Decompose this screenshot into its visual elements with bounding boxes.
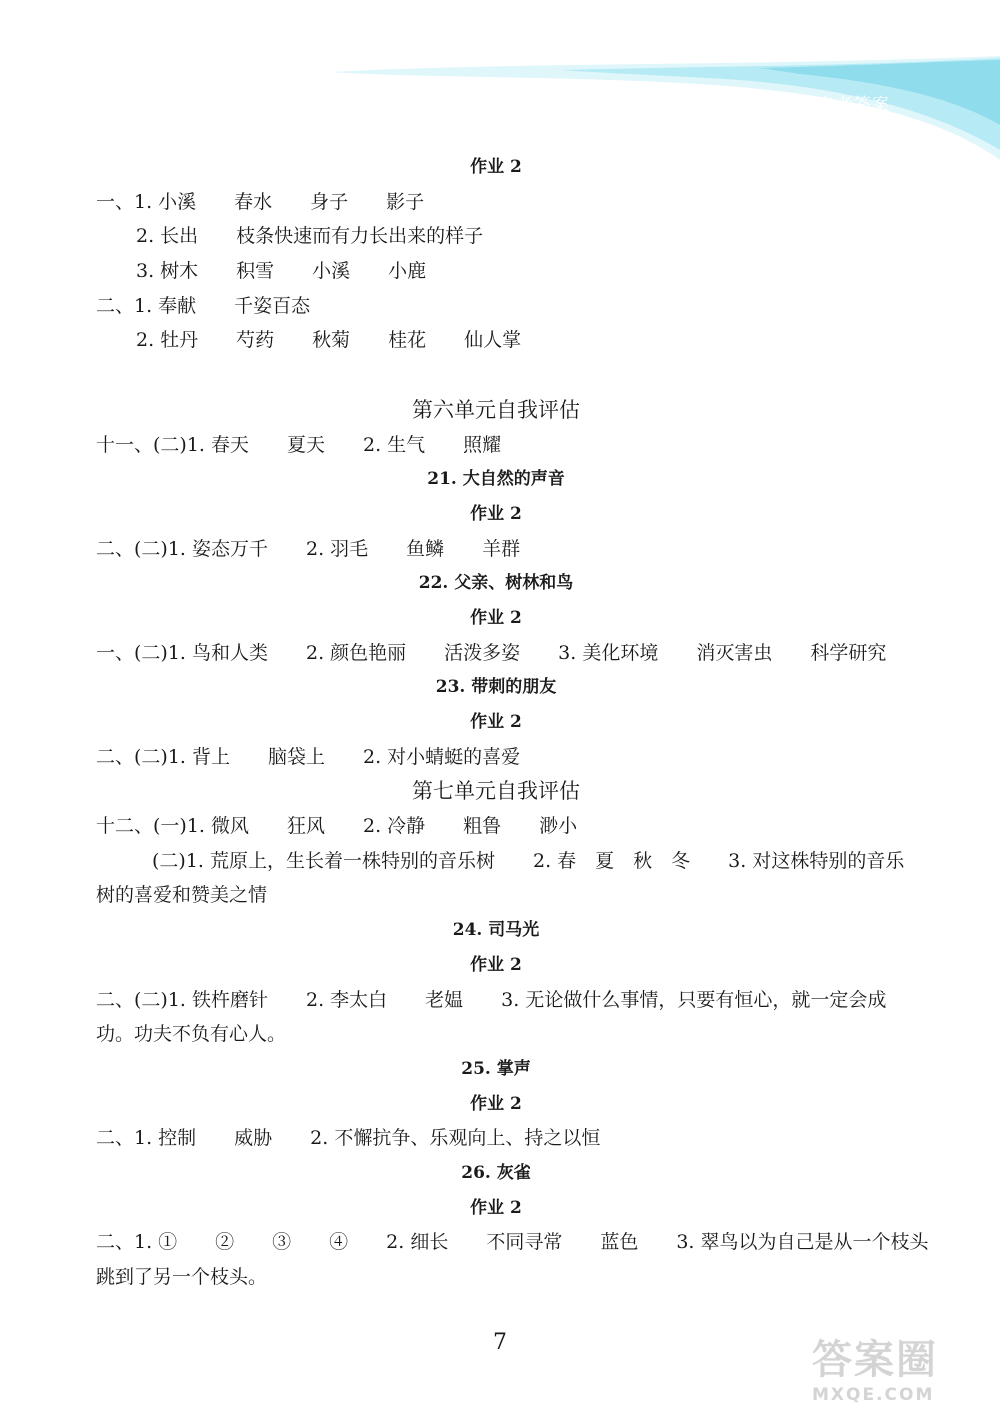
answer-line: 一、1. 小溪 春水 身子 影子 (96, 190, 425, 213)
homework-heading: 作业 2 (470, 712, 522, 732)
wave-decoration (0, 0, 1000, 170)
lesson-title: 25. 掌声 (461, 1058, 531, 1079)
homework-heading: 作业 2 (470, 607, 522, 628)
lesson-title: 21. 大自然的声音 (427, 469, 565, 490)
answer-line: 2. 长出 枝条快速而有力长出来的样子 (136, 225, 484, 248)
homework-heading: 作业 2 (470, 503, 522, 524)
watermark-text: 答案圈 (812, 1337, 938, 1383)
answer-line: 二、1. ① ② ③ ④ 2. 细长 不同寻常 蓝色 3. 翠鸟以为自己是从一个枝头 (96, 1231, 929, 1254)
answer-line: 十二、(一)1. 微风 狂风 2. 冷静 粗鲁 渺小 (96, 815, 578, 838)
homework-heading: 作业 2 (470, 157, 522, 177)
watermark-url: MXQE.COM (812, 1385, 935, 1405)
unit-title: 第六单元自我评估 (412, 397, 580, 422)
answer-line: 一、(二)1. 鸟和人类 2. 颜色艳丽 活泼多姿 3. 美化环境 消灭害虫 科学研究 (96, 641, 887, 664)
header-banner (0, 0, 1000, 170)
answer-line: 树的喜爱和赞美之情 (96, 884, 268, 907)
answer-line: 功。功夫不负有心人。 (96, 1023, 287, 1046)
answer-content (96, 150, 929, 1295)
page-number: 7 (493, 1330, 507, 1355)
answer-line: 2. 牡丹 芍药 秋菊 桂花 仙人掌 (136, 329, 522, 352)
lesson-title: 22. 父亲、树林和鸟 (418, 573, 574, 594)
answer-line: 二、(二)1. 铁杵磨针 2. 李太白 老媪 3. 无论做什么事情，只要有恒心，就一定会成 (96, 988, 887, 1011)
lesson-title: 23. 带刺的朋友 (435, 677, 557, 698)
answer-line: 二、(二)1. 背上 脑袋上 2. 对小蜻蜓的喜爱 (96, 745, 521, 768)
watermark-logo (812, 1328, 982, 1405)
answer-line: 3. 树木 积雪 小溪 小鹿 (136, 260, 427, 283)
lesson-title: 26. 灰雀 (461, 1162, 531, 1183)
section-label: 参考答案 (818, 95, 890, 115)
homework-heading: 作业 2 (470, 954, 522, 975)
answer-line: 二、(二)1. 姿态万千 2. 羽毛 鱼鳞 羊群 (96, 537, 521, 560)
answer-line: (二)1. 荒原上，生长着一株特别的音乐树 2. 春 夏 秋 冬 3. 对这株特别的音乐 (152, 849, 905, 872)
answer-line: 十一、(二)1. 春天 夏天 2. 生气 照耀 (96, 433, 502, 456)
homework-heading: 作业 2 (470, 1093, 522, 1114)
spacer (96, 358, 896, 393)
answer-line: 二、1. 奉献 千姿百态 (96, 294, 311, 317)
unit-title: 第七单元自我评估 (412, 779, 580, 804)
homework-heading: 作业 2 (470, 1197, 522, 1218)
answer-line: 跳到了另一个枝头。 (96, 1266, 268, 1288)
lesson-title: 24. 司马光 (452, 920, 540, 941)
answer-line: 二、1. 控制 威胁 2. 不懈抗争、乐观向上、持之以恒 (96, 1127, 601, 1150)
